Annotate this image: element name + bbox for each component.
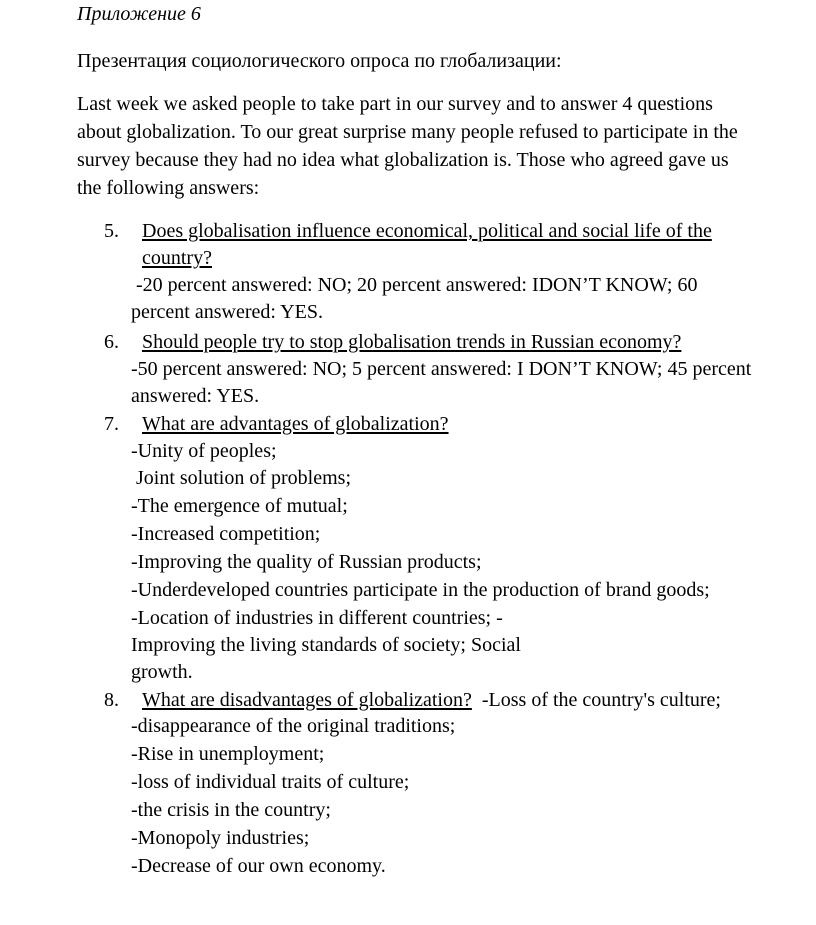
answer-line: -Location of industries in different countries; - xyxy=(131,607,503,629)
question-line xyxy=(142,688,721,712)
answer-line: -the crisis in the country; xyxy=(131,799,331,821)
question-number: 5. xyxy=(104,220,119,242)
document-title: Презентация социологического опроса по глобализации: xyxy=(77,50,562,72)
answer-line: -Unity of peoples; xyxy=(131,440,277,462)
answer-line: percent answered: YES. xyxy=(131,301,323,323)
intro-line: the following answers: xyxy=(77,177,260,199)
answer-line: Improving the living standards of society; Social xyxy=(131,634,521,656)
answer-line: -Loss of the country's culture; xyxy=(481,689,721,711)
appendix-label: Приложение 6 xyxy=(77,3,201,25)
intro-line: Last week we asked people to take part in our survey and to answer 4 questions xyxy=(77,93,713,115)
answer-line: -The emergence of mutual; xyxy=(131,495,348,517)
answer-line: Joint solution of problems; xyxy=(136,467,351,489)
answer-line: -Increased competition; xyxy=(131,523,321,545)
answer-line: -50 percent answered: NO; 5 percent answered: I DON’T KNOW; 45 percent xyxy=(131,358,752,380)
question-text: Should people try to stop globalisation trends in Russian economy? xyxy=(142,331,682,353)
answer-line: -Decrease of our own economy. xyxy=(131,855,386,877)
answer-line: growth. xyxy=(131,661,193,683)
question-text: country? xyxy=(142,247,212,269)
question-number: 6. xyxy=(104,331,119,353)
answer-line: -loss of individual traits of culture; xyxy=(131,771,410,793)
question-text: What are disadvantages of globalization? xyxy=(142,689,472,711)
answer-line: -Improving the quality of Russian products; xyxy=(131,551,482,573)
answer-line: -Rise in unemployment; xyxy=(131,743,325,765)
answer-line: -disappearance of the original traditions; xyxy=(131,715,456,737)
answer-line: -20 percent answered: NO; 20 percent answered: IDON’T KNOW; 60 xyxy=(136,274,698,296)
question-text: Does globalisation influence economical, political and social life of the xyxy=(142,220,712,242)
answer-line: -Monopoly industries; xyxy=(131,827,310,849)
question-number: 8. xyxy=(104,689,119,711)
answer-line: -Underdeveloped countries participate in the production of brand goods; xyxy=(131,579,710,601)
question-number: 7. xyxy=(104,413,119,435)
answer-line: answered: YES. xyxy=(131,385,260,407)
intro-line: about globalization. To our great surprise many people refused to participate in the xyxy=(77,121,738,143)
intro-line: survey because they had no idea what globalization is. Those who agreed gave us xyxy=(77,149,729,171)
question-text: What are advantages of globalization? xyxy=(142,413,449,435)
